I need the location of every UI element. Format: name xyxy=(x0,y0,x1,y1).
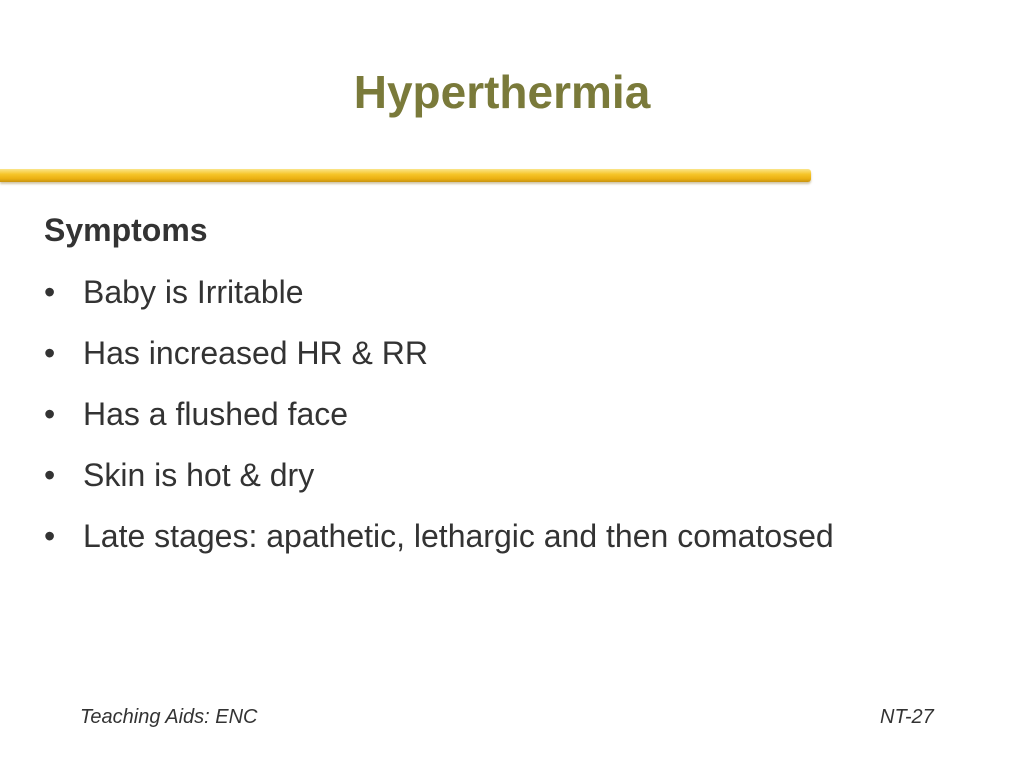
list-item-text: Skin is hot & dry xyxy=(83,457,315,493)
bullet-icon: • xyxy=(44,396,56,432)
footer-slide-number: NT-27 xyxy=(880,706,934,728)
title-divider-bar xyxy=(0,169,811,182)
bullet-icon: • xyxy=(44,457,56,493)
footer-source: Teaching Aids: ENC xyxy=(80,706,258,728)
bullet-icon: • xyxy=(44,335,56,371)
bullet-icon: • xyxy=(44,274,56,310)
list-item-text: Has a flushed face xyxy=(83,396,349,432)
slide-title: Hyperthermia xyxy=(353,66,651,118)
section-heading: Symptoms xyxy=(44,212,208,248)
list-item-text: Baby is Irritable xyxy=(83,274,304,310)
list-item-text: Has increased HR & RR xyxy=(83,335,428,371)
list-item-text: Late stages: apathetic, lethargic and then comatosed xyxy=(83,518,834,554)
bullet-icon: • xyxy=(44,518,56,554)
